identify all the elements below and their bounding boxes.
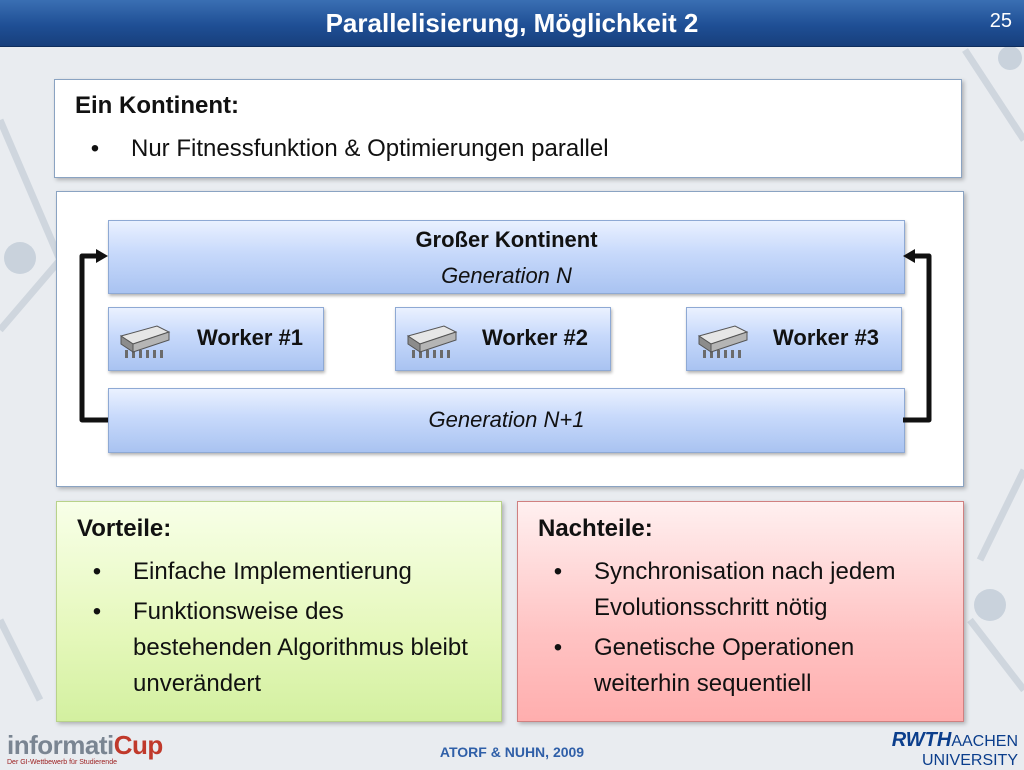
rwth-thin: AACHEN bbox=[951, 733, 1018, 750]
rwth-logo bbox=[892, 730, 1018, 770]
worker-label-3: Worker #3 bbox=[773, 325, 879, 350]
bullet-dot-icon: • bbox=[553, 634, 563, 661]
logo-tagline: Der GI-Wettbewerb für Studierende bbox=[7, 759, 117, 766]
pros-bullets bbox=[87, 554, 487, 712]
worker-box-3 bbox=[686, 307, 902, 371]
cons-bullet bbox=[548, 554, 948, 626]
bullet-dot-icon: • bbox=[92, 558, 102, 585]
summary-bullets bbox=[85, 131, 609, 177]
cons-bullets bbox=[548, 554, 948, 712]
rwth-line-1 bbox=[892, 730, 1018, 752]
title-bar bbox=[0, 0, 1024, 47]
rwth-line-2: UNIVERSITY bbox=[921, 752, 1018, 769]
continent-box bbox=[108, 220, 905, 294]
next-generation-box bbox=[108, 388, 905, 453]
chip-icon bbox=[119, 320, 171, 360]
worker-label-2: Worker #2 bbox=[482, 325, 588, 350]
bullet-dot-icon: • bbox=[92, 598, 102, 625]
slide-title: Parallelisierung, Möglichkeit 2 bbox=[325, 8, 699, 38]
cons-bullet-text: Genetische Operationen weiterhin sequentiell bbox=[594, 634, 855, 697]
continent-generation: Generation N bbox=[441, 263, 572, 288]
next-generation-label: Generation N+1 bbox=[428, 407, 585, 432]
worker-label-1: Worker #1 bbox=[197, 325, 303, 350]
continent-title: Großer Kontinent bbox=[415, 227, 598, 252]
cons-panel bbox=[517, 501, 964, 722]
cons-bullet-text: Synchronisation nach jedem Evolutionsschritt nötig bbox=[594, 558, 896, 621]
slide-number: 25 bbox=[989, 10, 1012, 32]
summary-heading: Ein Kontinent: bbox=[75, 92, 239, 119]
logo-prefix: informati bbox=[7, 730, 114, 760]
worker-box-2 bbox=[395, 307, 611, 371]
pros-bullet-text: Funktionsweise des bestehenden Algorithmus bleibt unverändert bbox=[133, 598, 468, 697]
footer-authors: ATORF & NUHN, 2009 bbox=[439, 744, 585, 760]
pros-bullet bbox=[87, 594, 487, 702]
cons-bullet bbox=[548, 630, 948, 702]
summary-bullet bbox=[85, 131, 609, 167]
summary-bullet-text: Nur Fitnessfunktion & Optimierungen parallel bbox=[131, 135, 609, 162]
pros-panel bbox=[56, 501, 502, 722]
pros-bullet-text: Einfache Implementierung bbox=[133, 558, 412, 585]
bullet-dot-icon: • bbox=[553, 558, 563, 585]
bullet-dot-icon: • bbox=[90, 135, 100, 162]
chip-icon bbox=[697, 320, 749, 360]
cons-heading: Nachteile: bbox=[538, 515, 653, 542]
continent-summary-panel bbox=[54, 79, 962, 178]
worker-box-1 bbox=[108, 307, 324, 371]
rwth-bold: RWTH bbox=[891, 729, 952, 751]
pros-heading: Vorteile: bbox=[77, 515, 172, 542]
chip-icon bbox=[406, 320, 458, 360]
pros-bullet bbox=[87, 554, 487, 590]
logo-suffix: Cup bbox=[113, 730, 163, 760]
